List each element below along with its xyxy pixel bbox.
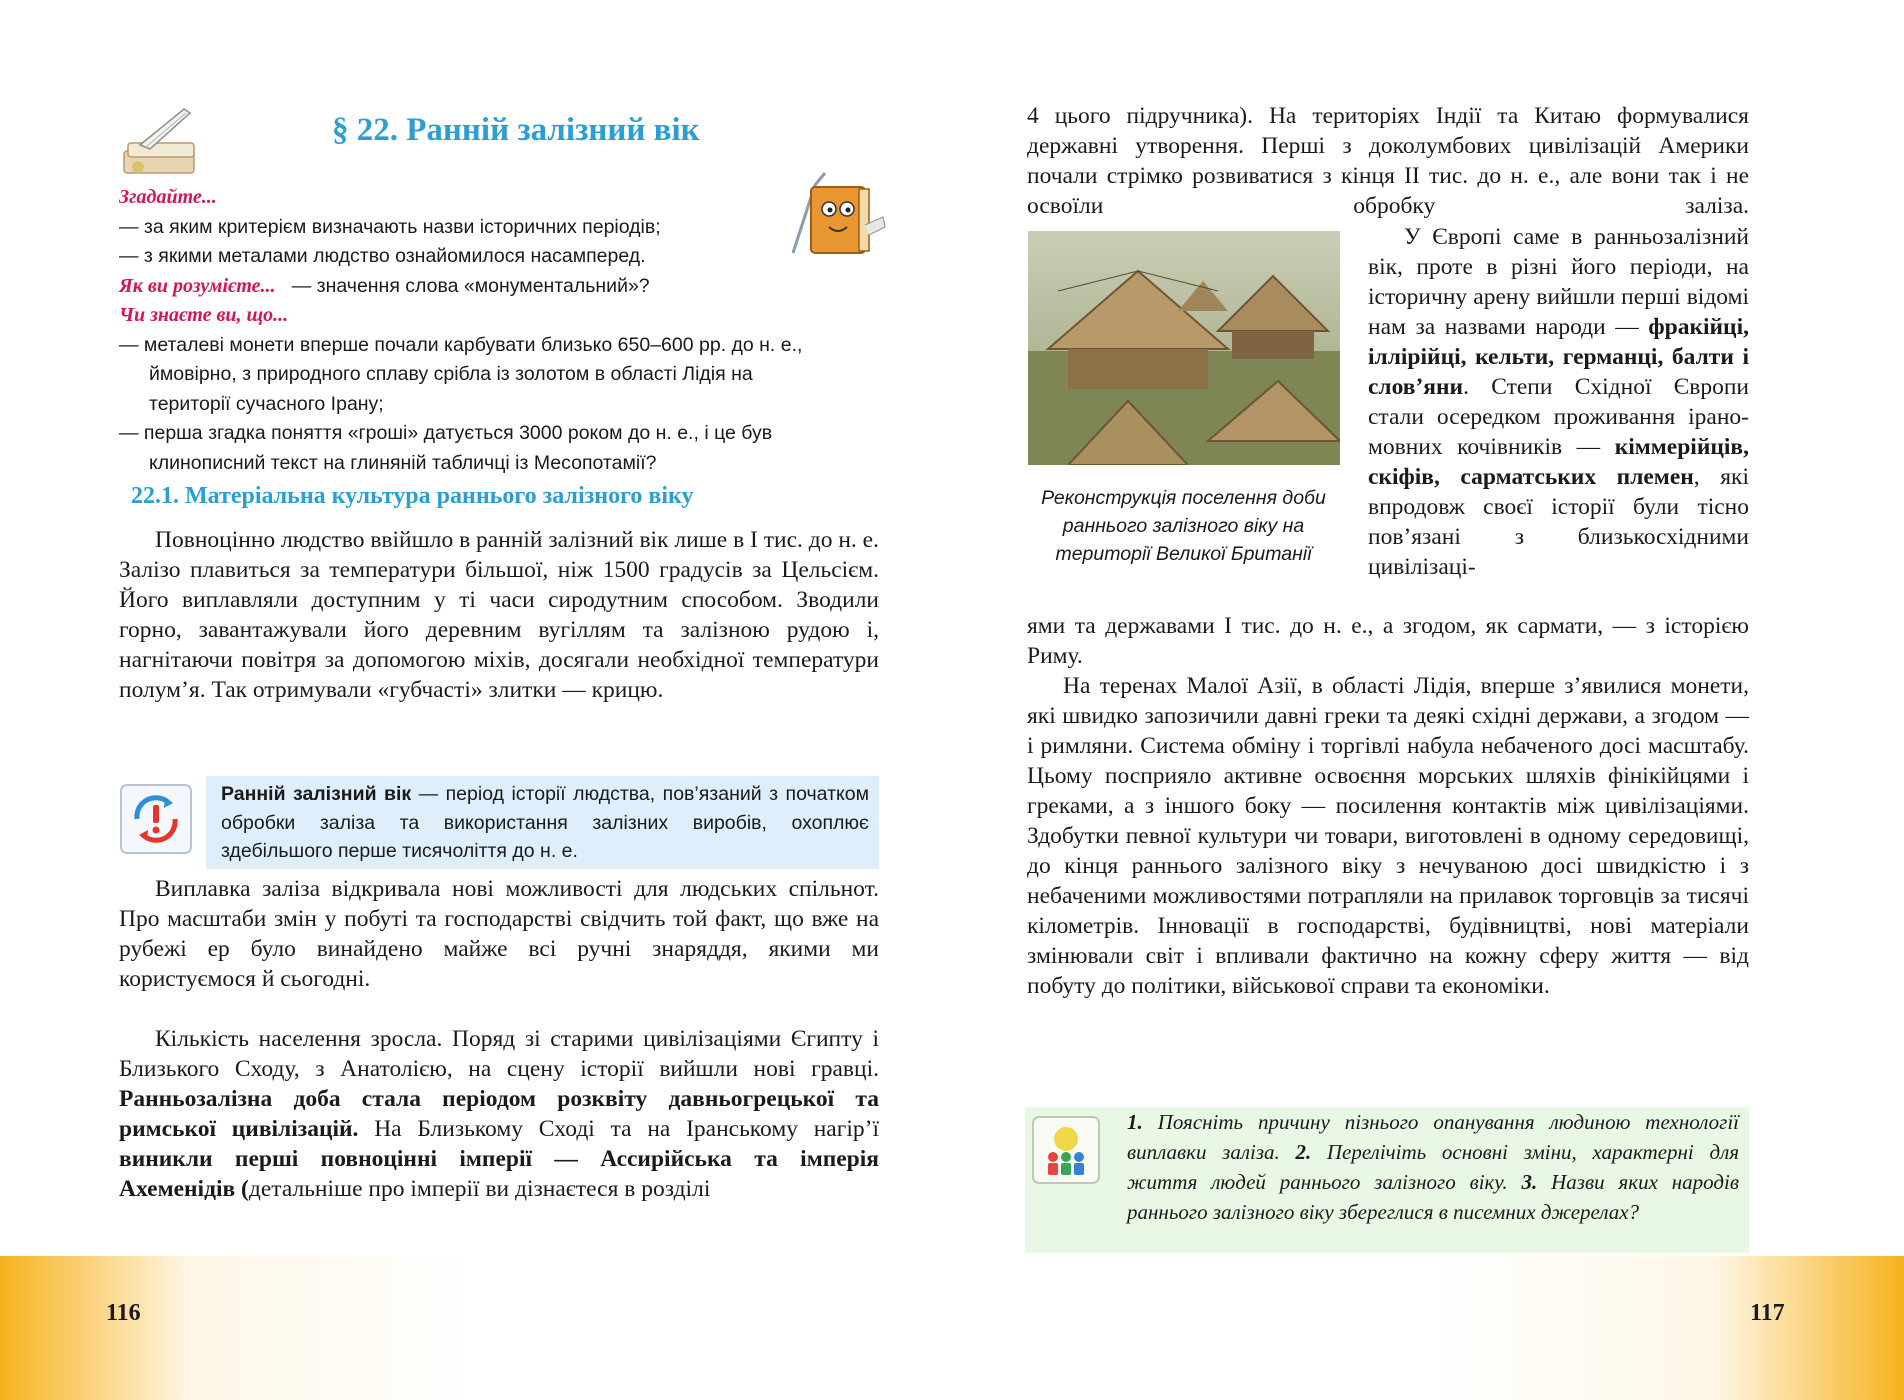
understand-heading: Як ви розумієте...: [119, 274, 276, 297]
question-number: 3.: [1521, 1170, 1538, 1194]
body-paragraph: [1027, 671, 1749, 1001]
paragraph-text: На теренах Малої Азії, в області Лідія, вперше з’явилися монети, які швидко запозичили давні греки та деякі східні держави, а згодом — і римляни. Система обміну і торгівлі набула небаченого досі масштабу. Цьому посприяло активне освоєння морських шляхів фінікійцями і греками, а з іншого боку — посилення контактів між цивілізаціями. Здобутки певної культури чи товари, виготовлені в одному середовищі, до кінця раннього залізного віку з нечуваною досі швидкістю і з небаченими можливостями потрапляли на прилавок торговців за тисячі кілометрів. Інновації в господарстві, будівництві, нові матеріали змінювали світ і впливали фактично на кожну сферу життя — від побуту до політики, військової справи та економіки.: [1027, 673, 1749, 999]
paragraph-part: детальніше про імперії ви дізнаєтеся в розділі: [248, 1176, 711, 1202]
footer-band-left: [0, 1256, 952, 1400]
fact-item: — металеві монети вперше почали карбувати близько 650–600 рр. до н. е.,: [119, 333, 803, 356]
paragraph-part: . Степи Східної Європи стали осередком проживання іраномовних кочівників —: [1368, 374, 1749, 460]
did-you-know-heading: Чи знаєте ви, що...: [119, 304, 289, 326]
body-paragraph: [119, 874, 879, 994]
body-paragraph: [1027, 611, 1749, 671]
chapter-title: § 22. Ранній залізний вік: [332, 112, 700, 148]
recall-block: [119, 183, 879, 478]
question-text: Перелічіть основні зміни, характерні для життя людей раннього залізного віку.: [1127, 1140, 1739, 1194]
paragraph-part: Кількість населення зросла. Поряд зі старими цивілізаціями Єгипту і Близького Сходу, з Анатолією, на сцену історії вийшли нові гравці.: [119, 1026, 879, 1082]
recall-item: — з якими металами людство ознайомилося насамперед.: [119, 245, 646, 267]
paragraph-text: ями та державами І тис. до н. е., а згодом, як сармати, — з історією Риму.: [1027, 613, 1749, 669]
fact-item: — перша згадка поняття «гроші» датується 3000 роком до н. е., і це був: [119, 422, 773, 444]
recall-heading: Згадайте...: [119, 186, 217, 208]
people-group-icon: [1031, 1115, 1101, 1185]
paragraph-text: 4 цього підручника). На територіях Індії та Китаю формувалися державні утворення. Перші з доколумбових цивілізацій Америки почали стрімко розвиватися з кінця ІІ тис. до н. е., але вони так і не освоїли обробку заліза.: [1027, 103, 1749, 219]
paragraph-text: Повноцінно людство ввійшло в ранній залізний вік лише в І тис. до н. е. Залізо плавиться за температури більшої, ніж 1500 градусів за Цельсієм. Його виплавляли доступним у ті часи сиродутним способом. Зводили горно, завантажували його деревним вугіллям та залізною рудою і, нагнітаючи повітря за допомогою міхів, досягали необхідної температури полум’я. Так отримували «губчасті» злитки — крицю.: [119, 527, 879, 703]
footer-band-right: [952, 1256, 1904, 1400]
definition-body: — період історії людства, пов’язаний з початком обробки заліза та використання залізних виробів, охоплює здебільшого перше тисячоліття до н. е.: [221, 783, 869, 862]
question-number: 1.: [1127, 1110, 1143, 1134]
paragraph-bold: фракійці, іллірійці, кельти, германці, балти і слов’яни: [1368, 314, 1749, 400]
paragraph-part: На Близькому Сході та на Іранському нагір’ї: [358, 1116, 879, 1142]
settlement-reconstruction-image: [1028, 231, 1340, 465]
right-page: [952, 0, 1904, 1400]
fact-item-cont: ймовірно, з природного сплаву срібла із золотом в області Лідія на: [149, 363, 753, 385]
body-paragraph: [1027, 101, 1749, 221]
question-text: Поясніть причину пізнього опанування людиною технології виплавки заліза.: [1127, 1110, 1739, 1164]
body-paragraph: [1368, 222, 1749, 582]
definition-term: Ранній залізний вік: [221, 783, 412, 805]
section-subheading: 22.1. Матеріальна культура раннього залізного віку: [131, 483, 694, 509]
fact-item-cont: клинописний текст на глиняній табличці із Месопотамії?: [149, 451, 657, 474]
attention-icon: [119, 783, 193, 855]
understand-item: — значення слова «монументальний»?: [275, 274, 650, 297]
definition-box: [119, 776, 879, 869]
quill-book-icon: [120, 103, 206, 179]
paragraph-text: [119, 1024, 879, 1204]
definition-text: [206, 776, 879, 869]
question-number: 2.: [1295, 1140, 1312, 1164]
page-number: 117: [1750, 1300, 1785, 1326]
body-paragraph: [119, 1024, 879, 1204]
paragraph-bold: кіммерійців, скіфів, сарматських племен: [1368, 434, 1749, 490]
paragraph-text: [1368, 222, 1749, 582]
body-paragraph: [119, 525, 879, 705]
questions-box: [1025, 1107, 1749, 1253]
questions-text: [1127, 1107, 1739, 1227]
paragraph-bold: Ранньозалізна доба стала періодом розквіту давньогрецької та римської цивілізацій.: [119, 1086, 879, 1142]
question-text: Назви яких народів раннього залізного віку збереглися в писемних джерелах?: [1127, 1170, 1739, 1224]
recall-item: — за яким критерієм визначають назви історичних періодів;: [119, 215, 661, 238]
paragraph-part: У Європі саме в ранньозалізний вік, проте в різні його періоди, на історичну арену вийшли перші відомі нам за назвами народи —: [1368, 224, 1749, 340]
fact-item-cont: території сучасного Ірану;: [149, 392, 384, 415]
page-number: 116: [106, 1300, 141, 1326]
paragraph-bold: виникли перші повноцінні імперії — Ассирійська та імперія Ахеменідів (: [119, 1146, 879, 1202]
paragraph-text: Виплавка заліза відкривала нові можливості для людських спільнот. Про масштаби змін у побуті та господарстві свідчить той факт, що вже на рубежі ер було винайдено майже всі ручні знаряддя, якими ми користуємося й сьогодні.: [119, 876, 879, 992]
paragraph-part: , які впродовж своєї історії були тісно пов’язані з близькосхідними цивілізаці-: [1368, 464, 1749, 580]
image-caption: Реконструкція поселення доби раннього залізного віку на території Великої Британії: [1041, 487, 1326, 565]
